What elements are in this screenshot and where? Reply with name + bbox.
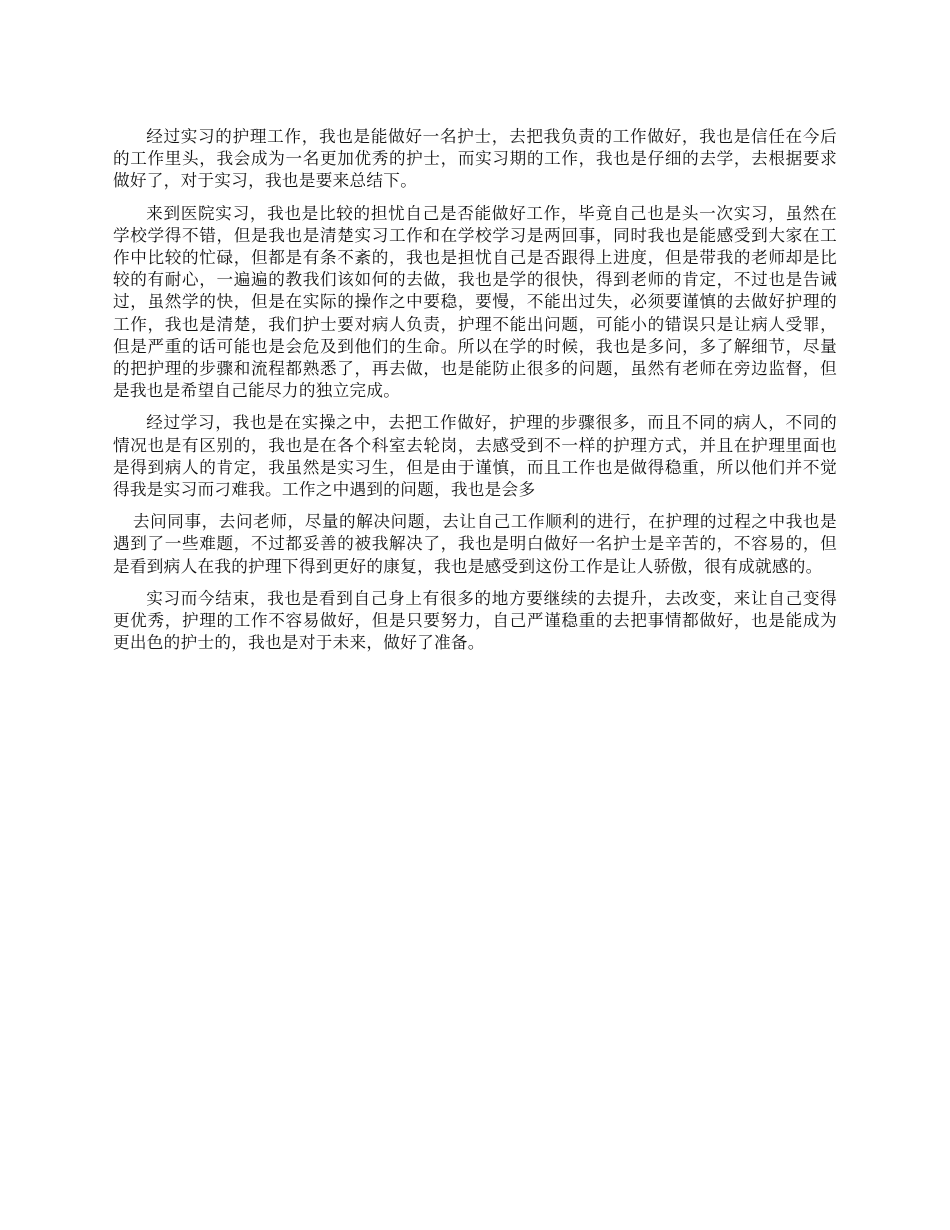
- paragraph-3: 经过学习，我也是在实操之中，去把工作做好，护理的步骤很多，而且不同的病人，不同的情况也是有区别的，我也是在各个科室去轮岗，去感受到不一样的护理方式，并且在护理里面也是得到病人的肯定，我虽然是实习生，但是由于谨慎，而且工作也是做得稳重，所以他们并不觉得我是实习而刁难我。工作之中遇到的问题，我也是会多: [113, 413, 837, 500]
- paragraph-5: 实习而今结束，我也是看到自己身上有很多的地方要继续的去提升，去改变，来让自己变得更优秀，护理的工作不容易做好，但是只要努力，自己严谨稳重的去把事情都做好，也是能成为更出色的护士的，我也是对于未来，做好了准备。: [113, 588, 837, 653]
- document-body: [113, 126, 837, 664]
- paragraph-1: 经过实习的护理工作，我也是能做好一名护士，去把我负责的工作做好，我也是信任在今后的工作里头，我会成为一名更加优秀的护士，而实习期的工作，我也是仔细的去学，去根据要求做好了，对于实习，我也是要来总结下。: [113, 127, 837, 191]
- paragraph-2: 来到医院实习，我也是比较的担忧自己是否能做好工作，毕竟自己也是头一次实习，虽然在学校学得不错，但是我也是清楚实习工作和在学校学习是两回事，同时我也是能感受到大家在工作中比较的忙碌，但都是有条不紊的，我也是担忧自己是否跟得上进度，但是带我的老师却是比较的有耐心，一遍遍的教我们该如何的去做，我也是学的很快，得到老师的肯定，不过也是告诫过，虽然学的快，但是在实际的操作之中要稳，要慢，不能出过失，必须要谨慎的去做好护理的工作，我也是清楚，我们护士要对病人负责，护理不能出问题，可能小的错误只是让病人受罪，但是严重的话可能也是会危及到他们的生命。所以在学的时候，我也是多问，多了解细节，尽量的把护理的步骤和流程都熟悉了，再去做，也是能防止很多的问题，虽然有老师在旁边监督，但是我也是希望自己能尽力的独立完成。: [113, 203, 837, 401]
- paragraph-4: 去问同事，去问老师，尽量的解决问题，去让自己工作顺利的进行，在护理的过程之中我也是遇到了一些难题，不过都妥善的被我解决了，我也是明白做好一名护士是辛苦的，不容易的，但是看到病人在我的护理下得到更好的康复，我也是感受到这份工作是让人骄傲，很有成就感的。: [113, 512, 837, 576]
